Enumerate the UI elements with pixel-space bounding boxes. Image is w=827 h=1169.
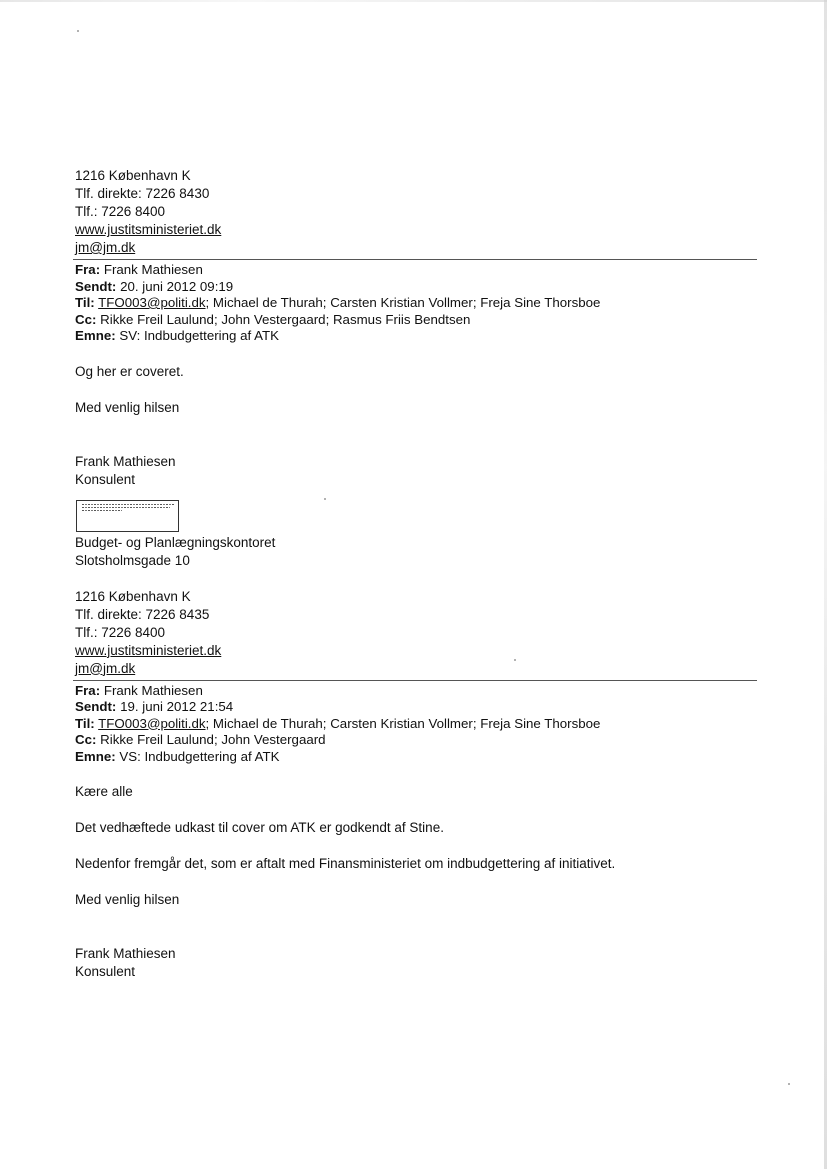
- email-document: [75, 167, 755, 981]
- email-link[interactable]: jm@jm.dk: [75, 240, 136, 255]
- separator-rule: [73, 678, 757, 681]
- street-address: Slotsholmsgade 10: [75, 552, 190, 568]
- header-sent: Sendt: 19. juni 2012 21:54: [75, 699, 234, 714]
- message-header-2: [75, 683, 755, 766]
- recipient-email-link[interactable]: TFO003@politi.dk: [98, 715, 206, 731]
- sender-name: Frank Mathiesen: [75, 946, 176, 961]
- sender-name: Frank Mathiesen: [75, 453, 176, 469]
- ministry-logo-icon: [76, 500, 179, 532]
- header-sent: Sendt: 20. juni 2012 09:19: [75, 278, 234, 294]
- header-subject: Emne: VS: Indbudgettering af ATK: [75, 748, 280, 764]
- website-link[interactable]: www.justitsministeriet.dk: [75, 222, 222, 237]
- message-body-text: Og her er coveret.: [75, 363, 184, 379]
- sender-title: Konsulent: [75, 964, 136, 979]
- header-cc: Cc: Rikke Freil Laulund; John Vestergaard; Rasmus Friis Bendtsen: [75, 311, 471, 327]
- header-from: Fra: Frank Mathiesen: [75, 262, 203, 277]
- phone-main: Tlf.: 7226 8400: [75, 204, 166, 219]
- phone-main: Tlf.: 7226 8400: [75, 624, 166, 640]
- email-link[interactable]: jm@jm.dk: [75, 660, 136, 676]
- address-line: 1216 København K: [75, 168, 191, 183]
- address-line: 1216 København K: [75, 588, 191, 604]
- signature-block-top: [75, 167, 755, 257]
- office-name: Budget- og Planlægningskontoret: [75, 534, 276, 550]
- recipient-email-link[interactable]: TFO003@politi.dk: [98, 295, 206, 310]
- salutation: Kære alle: [75, 784, 133, 799]
- sender-title: Konsulent: [75, 471, 136, 487]
- website-link[interactable]: www.justitsministeriet.dk: [75, 642, 222, 658]
- phone-direct: Tlf. direkte: 7226 8435: [75, 606, 210, 622]
- message-header-1: [75, 262, 755, 345]
- closing-greeting: Med venlig hilsen: [75, 399, 180, 415]
- separator-rule: [73, 257, 757, 260]
- header-subject: Emne: SV: Indbudgettering af ATK: [75, 328, 280, 343]
- header-to: Til: TFO003@politi.dk; Michael de Thurah; Carsten Kristian Vollmer; Freja Sine Thorsboe: [75, 295, 601, 310]
- message-body-text: Det vedhæftede udkast til cover om ATK er godkendt af Stine.: [75, 820, 444, 835]
- scan-speck: [77, 30, 79, 32]
- scan-edge-top: [0, 0, 827, 2]
- signature-block-bottom: [75, 534, 755, 678]
- closing-greeting: Med venlig hilsen: [75, 892, 180, 907]
- header-to: Til: TFO003@politi.dk; Michael de Thurah; Carsten Kristian Vollmer; Freja Sine Thorsboe: [75, 715, 601, 731]
- scan-speck: [788, 1083, 790, 1085]
- message-body-text: Nedenfor fremgår det, som er aftalt med Finansministeriet om indbudgettering af initiativet.: [75, 856, 616, 871]
- header-from: Fra: Frank Mathiesen: [75, 682, 203, 698]
- header-cc: Cc: Rikke Freil Laulund; John Vestergaard: [75, 732, 326, 747]
- phone-direct: Tlf. direkte: 7226 8430: [75, 186, 210, 201]
